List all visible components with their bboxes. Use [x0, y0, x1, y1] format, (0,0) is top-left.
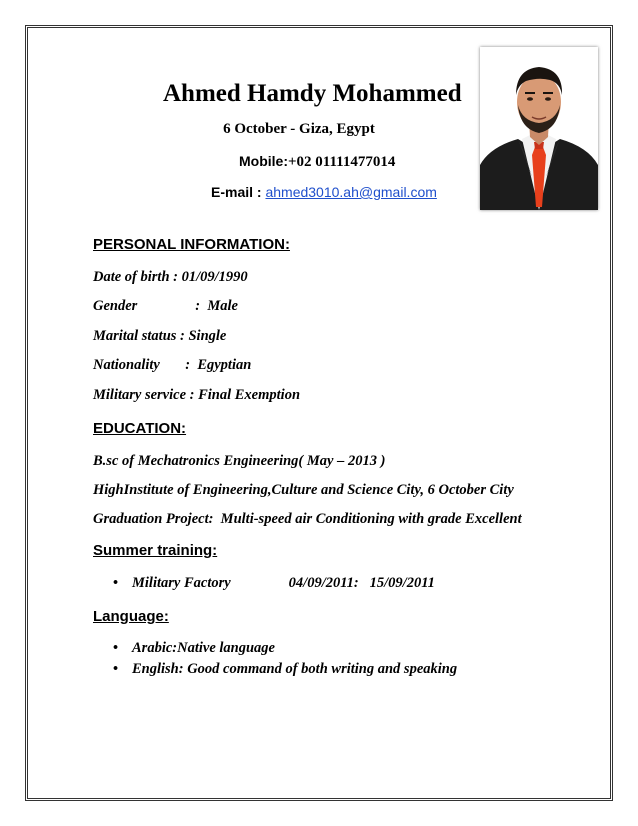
education-line-project: Graduation Project: Multi-speed air Conditioning with grade Excellent [93, 511, 522, 527]
personal-line-nationality: Nationality : Egyptian [93, 357, 252, 373]
address-text: 6 October - Giza, Egypt [223, 121, 375, 137]
language-item-english: English: Good command of both writing and speaking [132, 661, 458, 677]
personal-line-birth: Date of birth : 01/09/1990 [93, 269, 248, 285]
mobile-number: +02 01111477014 [288, 154, 396, 170]
mobile-line [239, 153, 395, 171]
profile-photo [480, 47, 598, 210]
list-item [113, 661, 458, 712]
education-heading: EDUCATION: [93, 420, 187, 437]
mobile-label: Mobile: [239, 153, 288, 169]
training-item-text: Military Factory 04/09/2011: 15/09/2011 [132, 575, 435, 591]
email-link[interactable]: ahmed3010.ah@gmail.com [265, 184, 437, 200]
personal-info-heading: PERSONAL INFORMATION: [93, 236, 290, 253]
personal-line-marital: Marital status : Single [93, 328, 227, 344]
bullet-icon: • [113, 575, 119, 591]
email-line [211, 184, 437, 200]
education-line-degree: B.sc of Mechatronics Engineering( May – 2013 ) [93, 453, 386, 469]
personal-line-military: Military service : Final Exemption [93, 387, 301, 403]
bullet-icon: • [113, 661, 119, 677]
bullet-icon: • [113, 640, 119, 656]
language-heading: Language: [93, 608, 169, 625]
email-label: E-mail : [211, 184, 266, 200]
training-heading: Summer training: [93, 542, 218, 559]
personal-line-gender: Gender : Male [93, 298, 238, 314]
education-line-institute: HighInstitute of Engineering,Culture and Science City, 6 October City [93, 482, 514, 498]
candidate-name: Ahmed Hamdy Mohammed [163, 80, 462, 107]
language-item-arabic: Arabic:Native language [132, 640, 275, 656]
